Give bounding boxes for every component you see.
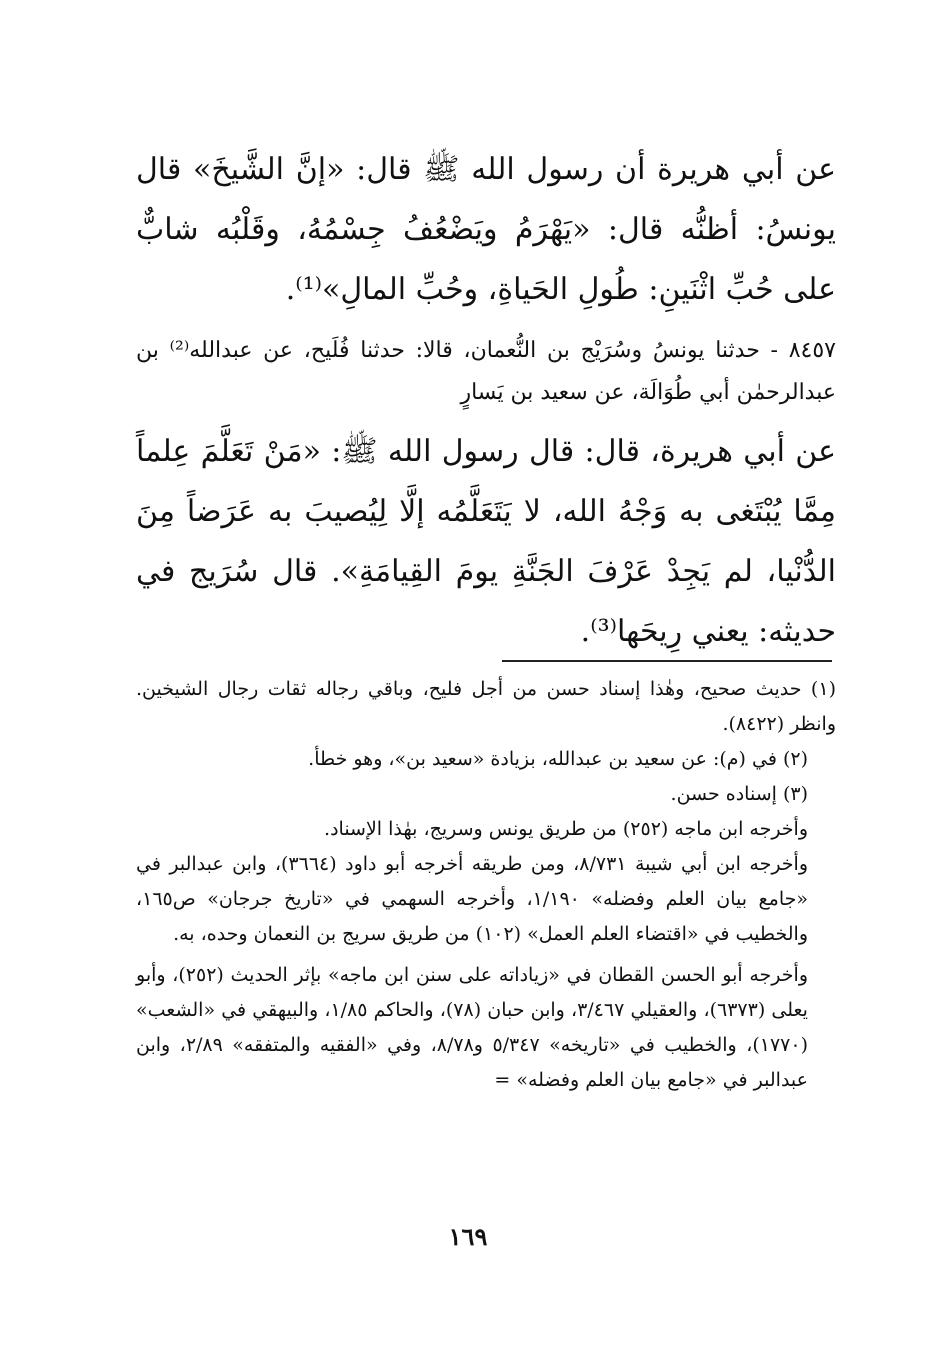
main-text-block	[136, 140, 836, 662]
footnote-3-line-a: وأخرجه ابن ماجه (٢٥٢) من طريق يونس وسريج، بهٰذا الإسناد.	[324, 818, 808, 840]
hadith-text-paragraph-1: عن أبي هريرة أن رسول الله ﷺ قال: «إنَّ الشَّيخَ» قال يونسُ: أظنُّه قال: «يَهْرَمُ ويَضْعُفُ جِسْمُهُ، وقَلْبُه شابٌّ على حُبِّ اثْنَينِ: طُولِ الحَياةِ، وحُبِّ المالِ»⁽¹⁾.	[136, 152, 836, 307]
footnote-3-line-c: وأخرجه أبو الحسن القطان في «زياداته على سنن ابن ماجه» بإثر الحديث (٢٥٢)، وأبو يعلى (٦٣٧٣)، والعقيلي ٣/٤٦٧، وابن حبان (٧٨)، والحاكم ١/٨٥، والبيهقي في «الشعب» (١٧٧٠)، والخطيب في «تاريخه» ٥/٣٤٧ و٨/٧٨، وفي «الفقيه والمتفقه» ٢/٨٩، وابن عبدالبر في «جامع بيان العلم وفضله» =	[136, 964, 808, 1091]
footnote-3-line-b: وأخرجه ابن أبي شيبة ٨/٧٣١، ومن طريقه أخرجه أبو داود (٣٦٦٤)، وابن عبدالبر في «جامع بيان العلم وفضله» ١/١٩٠، وأخرجه السهمي في «تاريخ جرجان» ص١٦٥، والخطيب في «اقتضاء العلم العمل» (١٠٢) من طريق سريج بن النعمان وحده، به.	[136, 853, 808, 945]
hadith-text-paragraph-2: عن أبي هريرة، قال: قال رسول الله ﷺ: «مَنْ تَعَلَّمَ عِلماً مِمَّا يُبْتَغى به وَجْهُ الله، لا يَتَعَلَّمُه إلَّا لِيُصيبَ به عَرَضاً مِنَ الدُّنْيا، لم يَجِدْ عَرْفَ الجَنَّةِ يومَ القِيامَةِ». قال سُرَيج في حديثه: يعني رِيحَها⁽³⁾.	[136, 434, 836, 649]
footnotes-block	[136, 672, 836, 1098]
hadith-8457-isnad: ٨٤٥٧ - حدثنا يونسُ وسُرَيْج بن النُّعمان، قالا: حدثنا فُلَيح، عن عبدالله⁽²⁾ بن عبدالرحمٰن أبي طُوَالَة، عن سعيد بن يَسارٍ	[136, 338, 836, 405]
footnote-2: (٢) في (م): عن سعيد بن عبدالله، بزيادة «سعيد بن»، وهو خطأ.	[308, 748, 808, 770]
footnote-1: (١) حديث صحيح، وهٰذا إسناد حسن من أجل فليح، وباقي رجاله ثقات رجال الشيخين. وانظر (٨٤٢٢).	[136, 678, 836, 735]
paragraph-gap	[136, 320, 836, 330]
page-number: ١٦٩	[448, 1222, 488, 1251]
footnote-divider	[502, 660, 832, 662]
footnote-3: (٣) إسناده حسن.	[670, 783, 808, 805]
